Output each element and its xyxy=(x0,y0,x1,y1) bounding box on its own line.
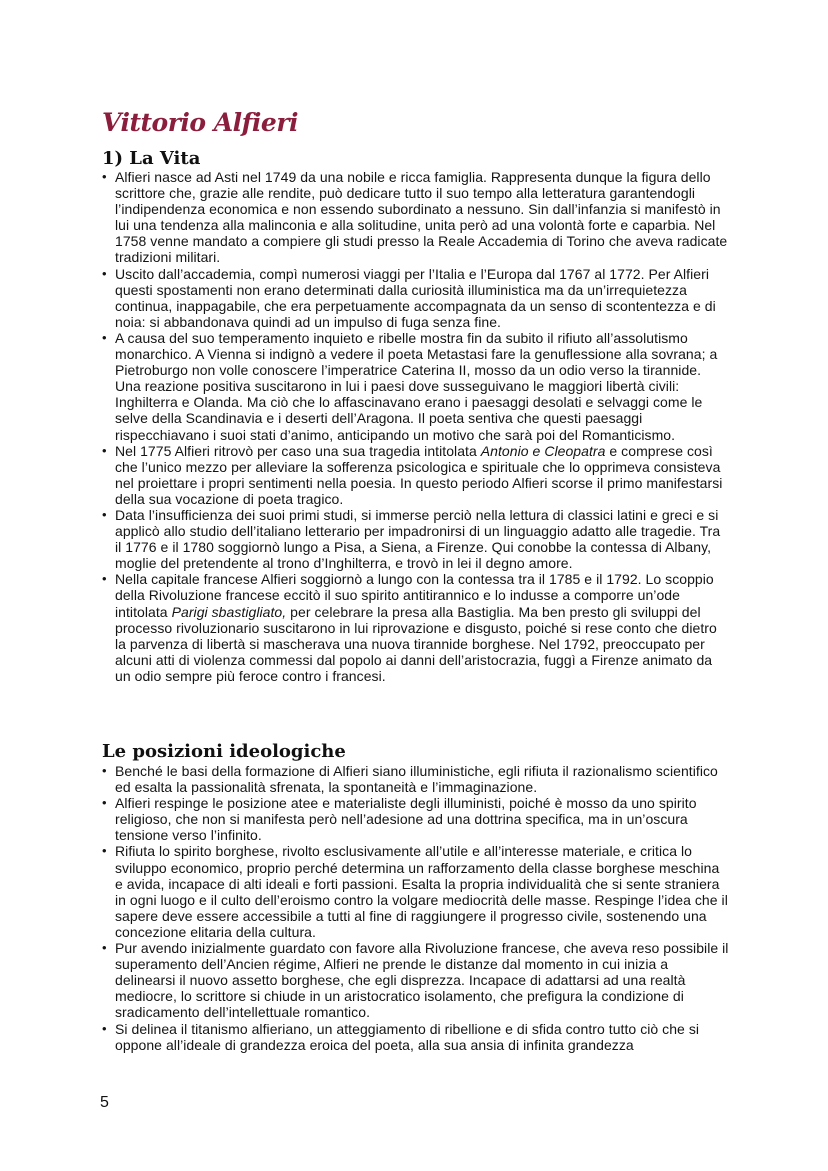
list-item xyxy=(100,169,730,266)
italic-title-text: Parigi sbastigliato, xyxy=(171,603,287,620)
item-text: per celebrare la presa alla Bastiglia. Ma ben presto gli sviluppi del processo rivoluzionario suscitarono in lui riprovazione e disgusto, poiché si rese conto che dietro la parvenza di libertà si mascherava una nuova tirannide borghese. Nel 1792, preoccupato per alcuni atti di violenza commessi dal popolo ai danni dell’aristocrazia, fuggì a Firenze animato da un odio sempre più feroce contro i francesi. xyxy=(115,603,717,684)
item-text: Nel 1775 Alfieri ritrovò per caso una sua tragedia intitolata xyxy=(115,442,481,459)
list-item xyxy=(100,795,730,843)
item-text: Alfieri nasce ad Asti nel 1749 da una nobile e ricca famiglia. Rappresenta dunque la figura dello scrittore che, grazie alle rendite, può dedicare tutto il suo tempo alla letteratura garantendogli l’indipendenza economica e non essendo subordinato a nessuno. Sin dall’infanzia si manifestò in lui una tendenza alla malinconia e alla solitudine, unita però ad una volontà forte e caparbia. Nel 1758 venne mandato a compiere gli studi presso la Reale Accademia di Torino che aveva radicate tradizioni militari. xyxy=(115,169,728,266)
section-la-vita-list xyxy=(100,169,730,684)
list-item xyxy=(100,571,730,684)
item-text: Pur avendo inizialmente guardato con favore alla Rivoluzione francese, che aveva reso possibile il superamento dell’Ancien régime, Alfieri ne prende le distanze dal momento in cui inizia a delinearsi il nuovo assetto borghese, che egli disprezza. Incapace di adattarsi ad una realtà mediocre, lo scrittore si chiude in un aristocratico isolamento, che prefigura la condizione di sradicamento dell’intellettuale romantico. xyxy=(115,940,729,1021)
italic-title-text: Antonio e Cleopatra xyxy=(480,442,606,459)
list-item xyxy=(100,1021,730,1053)
list-item xyxy=(100,843,730,940)
list-item xyxy=(100,266,730,330)
item-text: A causa del suo temperamento inquieto e ribelle mostra fin da subito il rifiuto all’assolutismo monarchico. A Vienna si indignò a vedere il poeta Metastasi fare la genuflessione alla sovrana; a Pietroburgo non volle conoscere l’imperatrice Caterina II, mosso da un odio verso la tirannide. Una reazione positiva suscitarono in lui i paesi dove susseguivano le maggiori libertà civili: Inghilterra e Olanda. Ma ciò che lo affascinavano erano i paesaggi desolati e selvaggi come le selve della Scandinavia e i deserti dell’Aragona. Il poeta sentiva che questi paesaggi rispecchiavano i suoi stati d’animo, anticipando un motivo che sarà poi del Romanticismo. xyxy=(115,329,718,443)
section-posizioni-list xyxy=(100,763,730,1053)
document-title: Vittorio Alfieri xyxy=(102,108,298,137)
item-text: e comprese così che l’unico mezzo per alleviare la sofferenza psicologica e spirituale che lo opprimeva consisteva nel proiettare i propri sentimenti nella poesia. In questo periodo Alfieri scorse il primo manifestarsi della sua vocazione di poeta tragico. xyxy=(115,442,723,507)
item-text: Data l’insufficienza dei suoi primi studi, si immerse perciò nella lettura di classici latini e greci e si applicò allo studio dell’italiano letterario per impadronirsi di un linguaggio adatto alle tragedie. Tra il 1776 e il 1780 soggiornò lungo a Pisa, a Siena, a Firenze. Qui conobbe la contessa di Albany, moglie del pretendente al trono d’Inghilterra, e trovò in lei il degno amore. xyxy=(115,506,721,572)
list-item xyxy=(100,763,730,795)
item-text: Alfieri respinge le posizione atee e materialiste degli illuministi, poiché è mosso da uno spirito religioso, che non si manifesta però nell’adesione ad una dottrina specifica, ma in un’oscura tensione verso l’infinito. xyxy=(115,795,697,844)
item-text: Nella capitale francese Alfieri soggiornò a lungo con la contessa tra il 1785 e il 1792. Lo scoppio della Rivoluzione francese eccitò il suo spirito antitirannico e lo indusse a comporre un’ode intitolata xyxy=(115,571,714,620)
item-text: Si delinea il titanismo alfieriano, un atteggiamento di ribellione e di sfida contro tutto ciò che si oppone all’ideale di grandezza eroica del poeta, alla sua ansia di infinita grandezza xyxy=(115,1020,700,1053)
section-heading-posizioni-ideologiche: Le posizioni ideologiche xyxy=(102,741,346,762)
page-number: 5 xyxy=(100,1094,109,1111)
list-item xyxy=(100,330,730,443)
list-item xyxy=(100,940,730,1020)
item-text: Uscito dall’accademia, compì numerosi viaggi per l’Italia e l’Europa dal 1767 al 1772. Per Alfieri questi spostamenti non erano determinati dalla curiosità illuministica ma da un’irrequietezza continua, inappagabile, che era perpetuamente accompagnata da un senso di scontentezza e di noia: si abbandonava quindi ad un impulso di fuga senza fine. xyxy=(115,265,716,330)
item-text: Rifiuta lo spirito borghese, rivolto esclusivamente all’utile e all’interesse materiale, e critica lo sviluppo economico, proprio perché determina un rafforzamento della classe borghese meschina e avida, incapace di alti ideali e forti passioni. Esalta la propria individualità che si sente straniera in ogni luogo e il culto dell’eroismo contro la volgare mediocrità delle masse. Respinge l’idea che il sapere deve essere accessibile a tutti al fine di raggiungere il progresso civile, sostenendo una concezione elitaria della cultura. xyxy=(115,843,728,940)
section-heading-la-vita: 1) La Vita xyxy=(102,148,201,169)
item-text: Benché le basi della formazione di Alfieri siano illuministiche, egli rifiuta il razionalismo scientifico ed esalta la passionalità sfrenata, la spontaneità e l’immaginazione. xyxy=(115,763,718,796)
list-item xyxy=(100,443,730,507)
list-item xyxy=(100,507,730,571)
